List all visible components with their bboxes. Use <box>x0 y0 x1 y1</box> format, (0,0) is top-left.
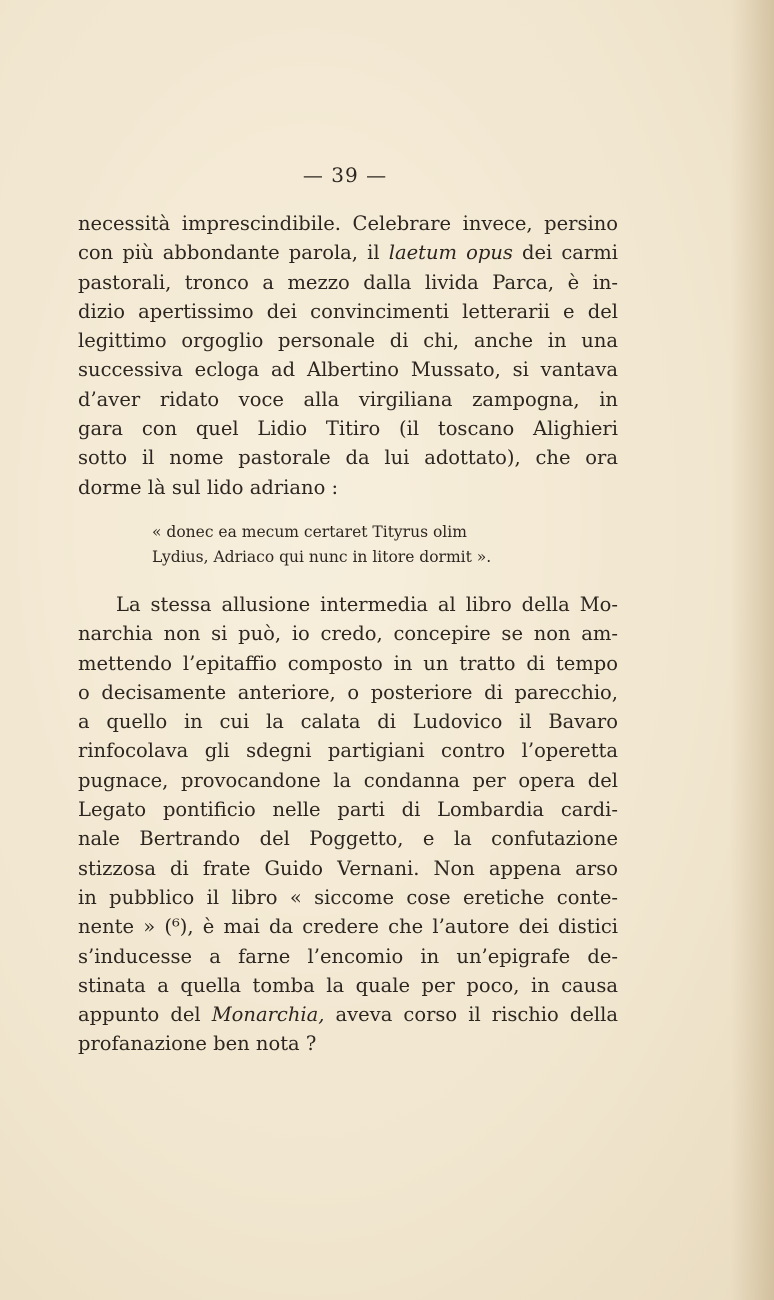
text-line: d’aver ridato voce alla virgiliana zampogna, in <box>78 387 618 411</box>
text-line: nente » (⁶), è mai da credere che l’autore dei distici <box>78 915 618 939</box>
text-line: rinfocolava gli sdegni partigiani contro l’operetta <box>78 739 618 763</box>
text-line: stinata a quella tomba la quale per poco, in causa <box>78 973 618 997</box>
text-line: necessità imprescindibile. Celebrare invece, persino <box>78 212 618 235</box>
text-line: gara con quel Lidio Titiro (il toscano Alighieri <box>78 417 618 441</box>
text-line: o decisamente anteriore, o posteriore di parecchio, <box>78 680 618 704</box>
text-line: s’inducesse a farne l’encomio in un’epigrafe de- <box>78 944 618 968</box>
paragraph-2 <box>78 590 618 1059</box>
quotation-line: Lydius, Adriaco qui nunc in litore dormit ». <box>152 548 492 566</box>
text-line: nale Bertrando del Poggetto, e la confutazione <box>78 827 618 851</box>
text-line: a quello in cui la calata di Ludovico il Bavaro <box>78 710 618 734</box>
text-line: La stessa allusione intermedia al libro della Mo- <box>116 593 618 616</box>
page-edge-shadow <box>730 0 774 1300</box>
text-line: narchia non si può, io credo, concepire se non am- <box>78 622 618 646</box>
text-line: pugnace, provocandone la condanna per opera del <box>78 768 618 792</box>
italic-title: Monarchia, <box>211 1003 325 1027</box>
text-line: Legato pontificio nelle parti di Lombardia cardi- <box>78 798 618 822</box>
text-line: dizio apertissimo dei convincimenti letterarii e del <box>78 299 618 323</box>
text-line: stizzosa di frate Guido Vernani. Non appena arso <box>78 856 618 880</box>
latin-quotation <box>152 520 572 570</box>
italic-phrase: laetum opus <box>388 241 513 265</box>
text-line: con più abbondante parola, il laetum opus dei carmi <box>78 241 618 265</box>
text-line: in pubblico il libro « siccome cose eretiche conte- <box>78 885 618 909</box>
text-line: mettendo l’epitaffio composto in un tratto di tempo <box>78 651 618 675</box>
quotation-line: « donec ea mecum certaret Tityrus olim <box>152 523 467 541</box>
text-line: dorme là sul lido adriano : <box>78 475 339 499</box>
text-line: sotto il nome pastorale da lui adottato), che ora <box>78 446 618 470</box>
text-line: appunto del Monarchia, aveva corso il rischio della <box>78 1003 618 1027</box>
text-line: successiva ecloga ad Albertino Mussato, si vantava <box>78 358 618 382</box>
text-line: pastorali, tronco a mezzo dalla livida Parca, è in- <box>78 270 618 294</box>
paragraph-1 <box>78 209 618 502</box>
text-line: legittimo orgoglio personale di chi, anche in una <box>78 329 618 353</box>
text-line: profanazione ben nota ? <box>78 1032 317 1056</box>
page-number: — 39 — <box>302 163 388 187</box>
